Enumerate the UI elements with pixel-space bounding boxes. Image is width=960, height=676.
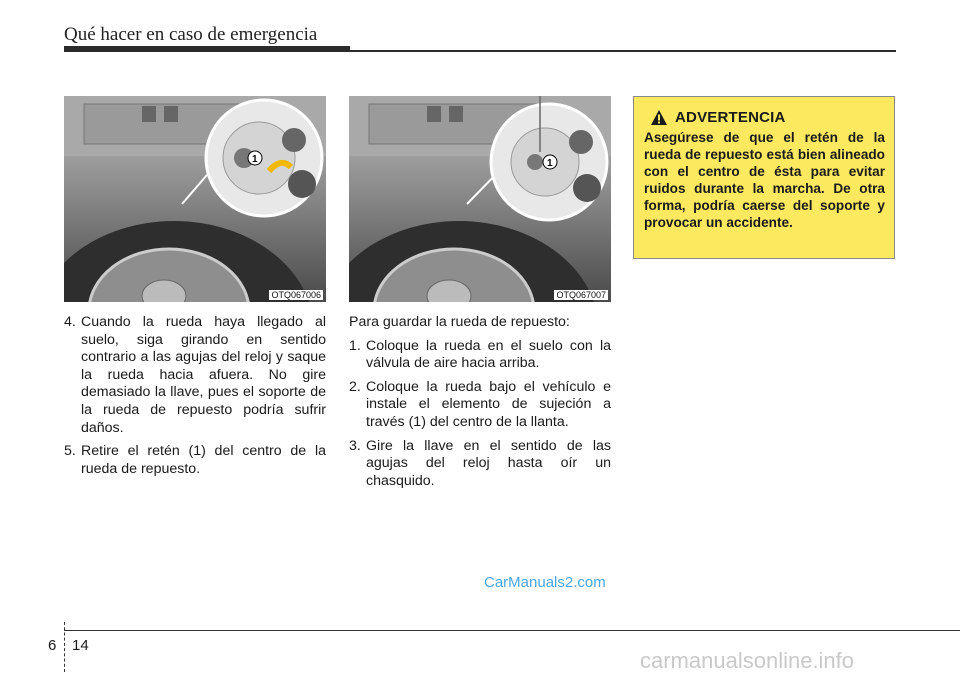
item-text: Coloque la rueda bajo el vehículo e instale el elemento de sujeción a través (1) del centro de la llanta. [366, 378, 611, 430]
page-divider [64, 622, 65, 672]
spare-tire-illustration [64, 96, 326, 302]
item-text: Retire el retén (1) del centro de la rueda de repuesto. [81, 443, 326, 477]
list-item [349, 379, 611, 432]
warning-triangle-icon [651, 110, 667, 125]
callout-number: 1 [547, 158, 553, 169]
header-rule-thin [350, 50, 896, 52]
header-rule [64, 46, 350, 52]
middle-column [349, 314, 611, 496]
page-title: Qué hacer en caso de emergencia [64, 24, 318, 45]
item-text: Cuando la rueda haya llegado al suelo, siga girando en sentido contrario a las agujas del reloj y saque la rueda hacia afuera. No gire demasiado la llave, pues el soporte de la rueda de repuesto podría sufrir daños. [81, 314, 326, 436]
watermark-link[interactable]: CarManuals2.com [484, 574, 606, 591]
figure-code: OTQ067007 [556, 290, 606, 300]
item-text: Gire la llave en el sentido de las agujas del reloj hasta oír un chasquido. [366, 437, 611, 489]
footer-rule [64, 630, 960, 631]
item-text: Coloque la rueda en el suelo con la válvula de aire hacia arriba. [366, 337, 611, 372]
list-item [64, 443, 326, 478]
item-number: 3. [349, 437, 361, 454]
list-item [349, 438, 611, 491]
item-number: 4. [64, 314, 76, 330]
site-watermark: carmanualsonline.info [640, 648, 855, 673]
figure-spare-wheel-removal [64, 96, 326, 302]
figure-spare-wheel-storage [349, 96, 611, 302]
item-number: 5. [64, 443, 76, 460]
item-number: 1. [349, 337, 361, 354]
warning-title: ADVERTENCIA [675, 109, 786, 126]
spare-tire-illustration [349, 96, 611, 302]
item-number: 2. [349, 378, 361, 395]
list-item [64, 314, 326, 437]
left-column [64, 314, 326, 484]
callout-number: 1 [252, 154, 258, 165]
list-item [349, 338, 611, 373]
section-intro: Para guardar la rueda de repuesto: [349, 314, 570, 330]
warning-box [633, 96, 895, 259]
warning-text: Asegúrese de que el retén de la rueda de repuesto está bien alineado con el centro de ésta para evitar ruidos durante la marcha. De otra forma, podría caerse del soporte y provocar un accidente. [644, 130, 885, 230]
warning-header [651, 109, 885, 126]
figure-code: OTQ067006 [271, 290, 321, 300]
page-number: 14 [72, 637, 89, 654]
section-number: 6 [48, 637, 57, 654]
